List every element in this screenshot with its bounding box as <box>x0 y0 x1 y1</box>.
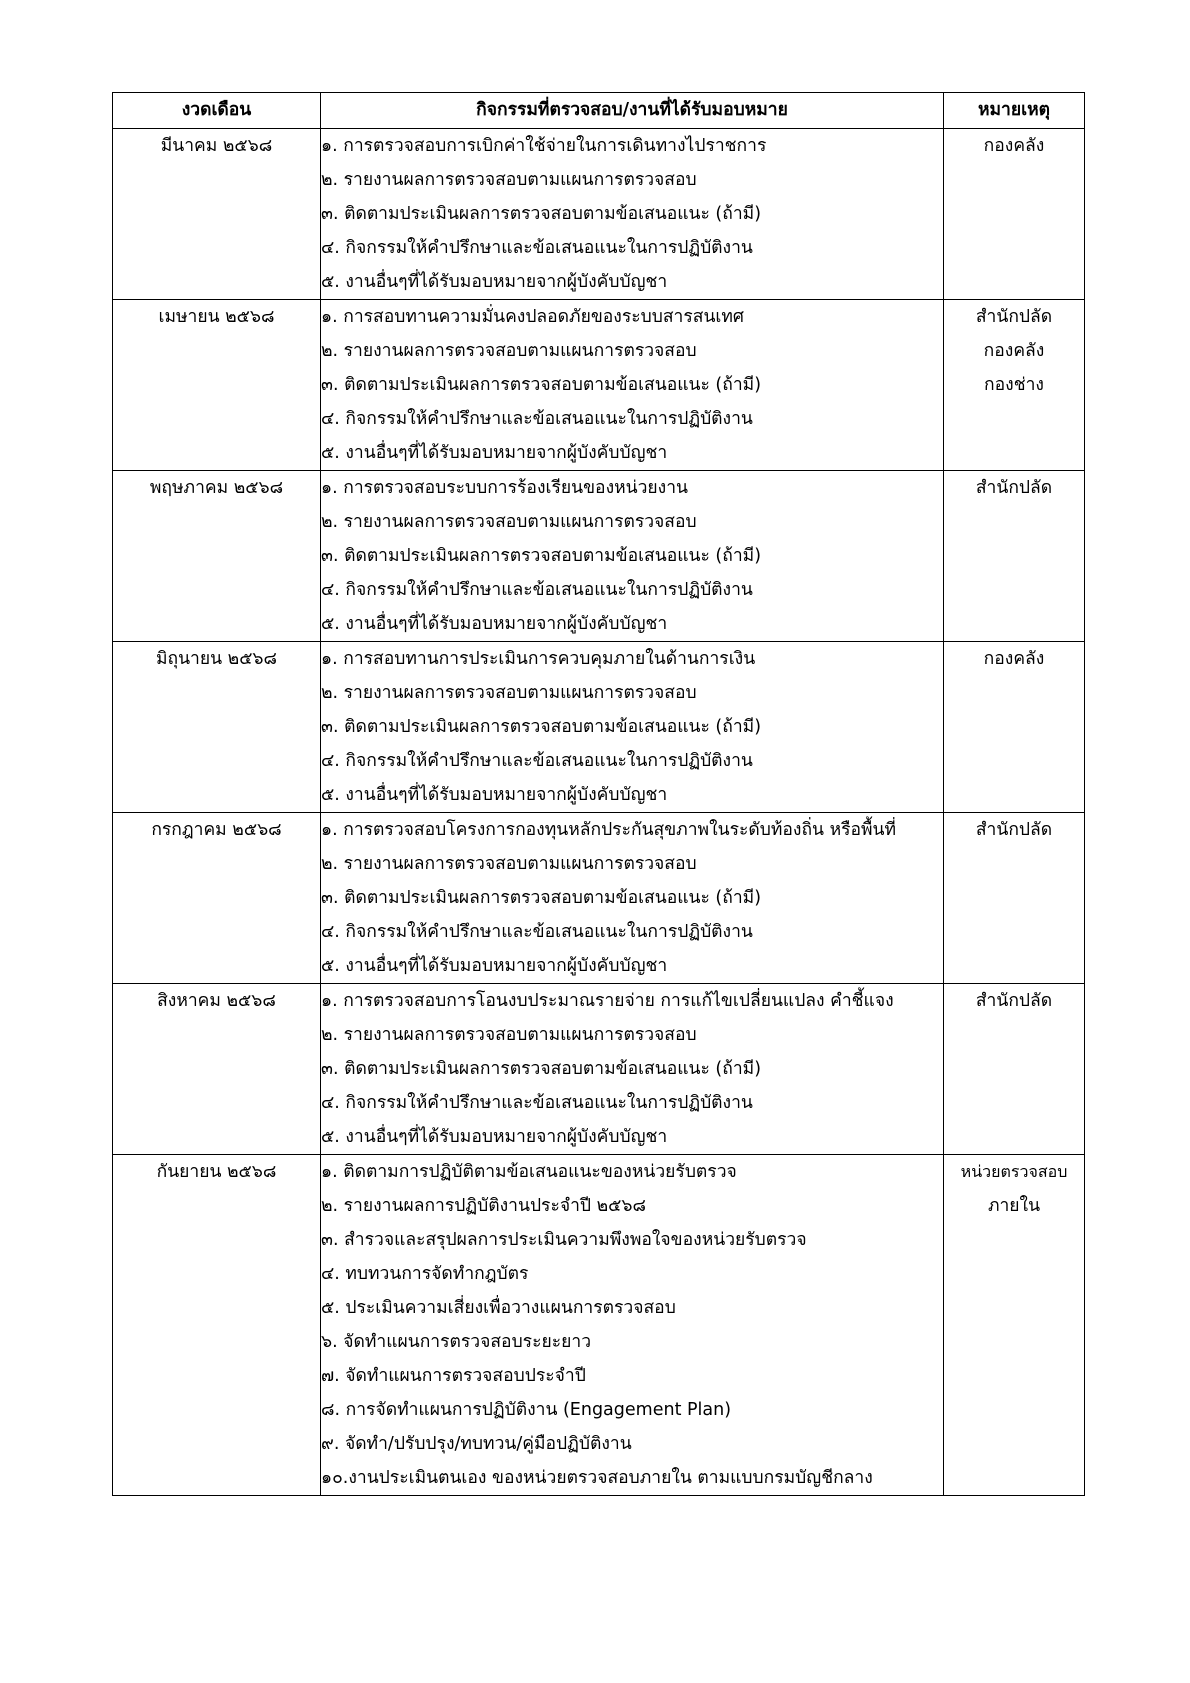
activity-item: ๕. งานอื่นๆที่ได้รับมอบหมายจากผู้บังคับบัญชา <box>321 272 668 292</box>
activity-item: ๓. ติดตามประเมินผลการตรวจสอบตามข้อเสนอแนะ (ถ้ามี) <box>321 717 762 737</box>
table-body <box>113 129 1085 1496</box>
activity-item: ๑. การสอบทานการประเมินการควบคุมภายในด้านการเงิน <box>321 649 756 669</box>
activity-item: ๒. รายงานผลการตรวจสอบตามแผนการตรวจสอบ <box>321 170 697 190</box>
activity-item: ๑. การตรวจสอบการโอนงบประมาณรายจ่าย การแก้ไขเปลี่ยนแปลง คำชี้แจง <box>321 991 894 1011</box>
remark-line: สำนักปลัด <box>975 307 1053 327</box>
activity-item: ๔. กิจกรรมให้คำปรึกษาและข้อเสนอแนะในการปฏิบัติงาน <box>321 238 753 258</box>
table-header-row <box>113 93 1085 129</box>
activity-item: ๓. ติดตามประเมินผลการตรวจสอบตามข้อเสนอแนะ (ถ้ามี) <box>321 204 762 224</box>
activity-item: ๔. กิจกรรมให้คำปรึกษาและข้อเสนอแนะในการปฏิบัติงาน <box>321 1093 753 1113</box>
activity-item: ๓. ติดตามประเมินผลการตรวจสอบตามข้อเสนอแนะ (ถ้ามี) <box>321 375 762 395</box>
header-activities: กิจกรรมที่ตรวจสอบ/งานที่ได้รับมอบหมาย <box>321 93 944 129</box>
audit-plan-table <box>112 92 1085 1496</box>
remark-line: สำนักปลัด <box>975 478 1053 498</box>
activity-item: ๔. กิจกรรมให้คำปรึกษาและข้อเสนอแนะในการปฏิบัติงาน <box>321 751 753 771</box>
activity-item: ๒. รายงานผลการตรวจสอบตามแผนการตรวจสอบ <box>321 341 697 361</box>
activity-item: ๑. การตรวจสอบระบบการร้องเรียนของหน่วยงาน <box>321 478 689 498</box>
table-row <box>113 129 1085 300</box>
period-cell: มีนาคม ๒๕๖๘ <box>113 129 321 300</box>
header-period: งวดเดือน <box>113 93 321 129</box>
activity-item: ๒. รายงานผลการตรวจสอบตามแผนการตรวจสอบ <box>321 512 697 532</box>
activities-cell <box>321 984 944 1155</box>
activities-cell <box>321 642 944 813</box>
activity-item: ๕. งานอื่นๆที่ได้รับมอบหมายจากผู้บังคับบัญชา <box>321 785 668 805</box>
period-cell: มิถุนายน ๒๕๖๘ <box>113 642 321 813</box>
activity-item: ๑. การสอบทานความมั่นคงปลอดภัยของระบบสารสนเทศ <box>321 307 745 327</box>
activity-item: ๖. จัดทำแผนการตรวจสอบระยะยาว <box>321 1332 592 1352</box>
header-remarks: หมายเหตุ <box>944 93 1085 129</box>
activity-item: ๑. ติดตามการปฏิบัติตามข้อเสนอแนะของหน่วยรับตรวจ <box>321 1162 737 1182</box>
activity-item: ๕. งานอื่นๆที่ได้รับมอบหมายจากผู้บังคับบัญชา <box>321 443 668 463</box>
remark-line: กองช่าง <box>984 375 1044 395</box>
remarks-cell <box>944 129 1085 300</box>
remarks-cell <box>944 300 1085 471</box>
activity-item: ๒. รายงานผลการตรวจสอบตามแผนการตรวจสอบ <box>321 683 697 703</box>
activity-item: ๑. การตรวจสอบโครงการกองทุนหลักประกันสุขภาพในระดับท้องถิ่น หรือพื้นที่ <box>321 820 897 840</box>
activity-item: ๕. งานอื่นๆที่ได้รับมอบหมายจากผู้บังคับบัญชา <box>321 956 668 976</box>
activity-item: ๕. งานอื่นๆที่ได้รับมอบหมายจากผู้บังคับบัญชา <box>321 1127 668 1147</box>
remark-line: กองคลัง <box>983 649 1045 669</box>
remark-line: กองคลัง <box>983 341 1045 361</box>
period-cell: กันยายน ๒๕๖๘ <box>113 1155 321 1496</box>
activity-item: ๔. กิจกรรมให้คำปรึกษาและข้อเสนอแนะในการปฏิบัติงาน <box>321 580 753 600</box>
activities-cell <box>321 813 944 984</box>
remark-line: กองคลัง <box>983 136 1045 156</box>
table-row <box>113 642 1085 813</box>
remark-line: ภายใน <box>987 1196 1041 1216</box>
activity-item: ๙. จัดทำ/ปรับปรุง/ทบทวน/คู่มือปฏิบัติงาน <box>321 1434 632 1454</box>
period-cell: เมษายน ๒๕๖๘ <box>113 300 321 471</box>
remark-line: สำนักปลัด <box>975 991 1053 1011</box>
period-cell: พฤษภาคม ๒๕๖๘ <box>113 471 321 642</box>
remarks-cell <box>944 642 1085 813</box>
table-row <box>113 471 1085 642</box>
activity-item: ๗. จัดทำแผนการตรวจสอบประจำปี <box>321 1366 586 1386</box>
activity-item: ๑๐.งานประเมินตนเอง ของหน่วยตรวจสอบภายใน ตามแบบกรมบัญชีกลาง <box>321 1468 873 1488</box>
remarks-cell <box>944 813 1085 984</box>
period-cell: กรกฎาคม ๒๕๖๘ <box>113 813 321 984</box>
activity-item: ๒. รายงานผลการปฏิบัติงานประจำปี ๒๕๖๘ <box>321 1196 646 1216</box>
activities-cell <box>321 129 944 300</box>
activity-item: ๒. รายงานผลการตรวจสอบตามแผนการตรวจสอบ <box>321 1025 697 1045</box>
activity-item: ๘. การจัดทำแผนการปฏิบัติงาน (Engagement Plan) <box>321 1400 732 1420</box>
activity-item: ๓. ติดตามประเมินผลการตรวจสอบตามข้อเสนอแนะ (ถ้ามี) <box>321 888 762 908</box>
table-row <box>113 984 1085 1155</box>
activity-item: ๓. ติดตามประเมินผลการตรวจสอบตามข้อเสนอแนะ (ถ้ามี) <box>321 1059 762 1079</box>
activity-item: ๔. ทบทวนการจัดทำกฎบัตร <box>321 1264 529 1284</box>
activity-item: ๕. งานอื่นๆที่ได้รับมอบหมายจากผู้บังคับบัญชา <box>321 614 668 634</box>
activities-cell <box>321 300 944 471</box>
remarks-cell <box>944 984 1085 1155</box>
activities-cell <box>321 1155 944 1496</box>
table-row <box>113 300 1085 471</box>
table-row <box>113 1155 1085 1496</box>
remarks-cell <box>944 1155 1085 1496</box>
activity-item: ๑. การตรวจสอบการเบิกค่าใช้จ่ายในการเดินทางไปราชการ <box>321 136 767 156</box>
activity-item: ๔. กิจกรรมให้คำปรึกษาและข้อเสนอแนะในการปฏิบัติงาน <box>321 409 753 429</box>
remark-line: หน่วยตรวจสอบ <box>960 1162 1068 1181</box>
activity-item: ๓. สำรวจและสรุปผลการประเมินความพึงพอใจของหน่วยรับตรวจ <box>321 1230 807 1250</box>
period-cell: สิงหาคม ๒๕๖๘ <box>113 984 321 1155</box>
table-row <box>113 813 1085 984</box>
remark-line: สำนักปลัด <box>975 820 1053 840</box>
activity-item: ๓. ติดตามประเมินผลการตรวจสอบตามข้อเสนอแนะ (ถ้ามี) <box>321 546 762 566</box>
activity-item: ๒. รายงานผลการตรวจสอบตามแผนการตรวจสอบ <box>321 854 697 874</box>
activity-item: ๕. ประเมินความเสี่ยงเพื่อวางแผนการตรวจสอบ <box>321 1298 676 1318</box>
activity-item: ๔. กิจกรรมให้คำปรึกษาและข้อเสนอแนะในการปฏิบัติงาน <box>321 922 753 942</box>
remarks-cell <box>944 471 1085 642</box>
activities-cell <box>321 471 944 642</box>
